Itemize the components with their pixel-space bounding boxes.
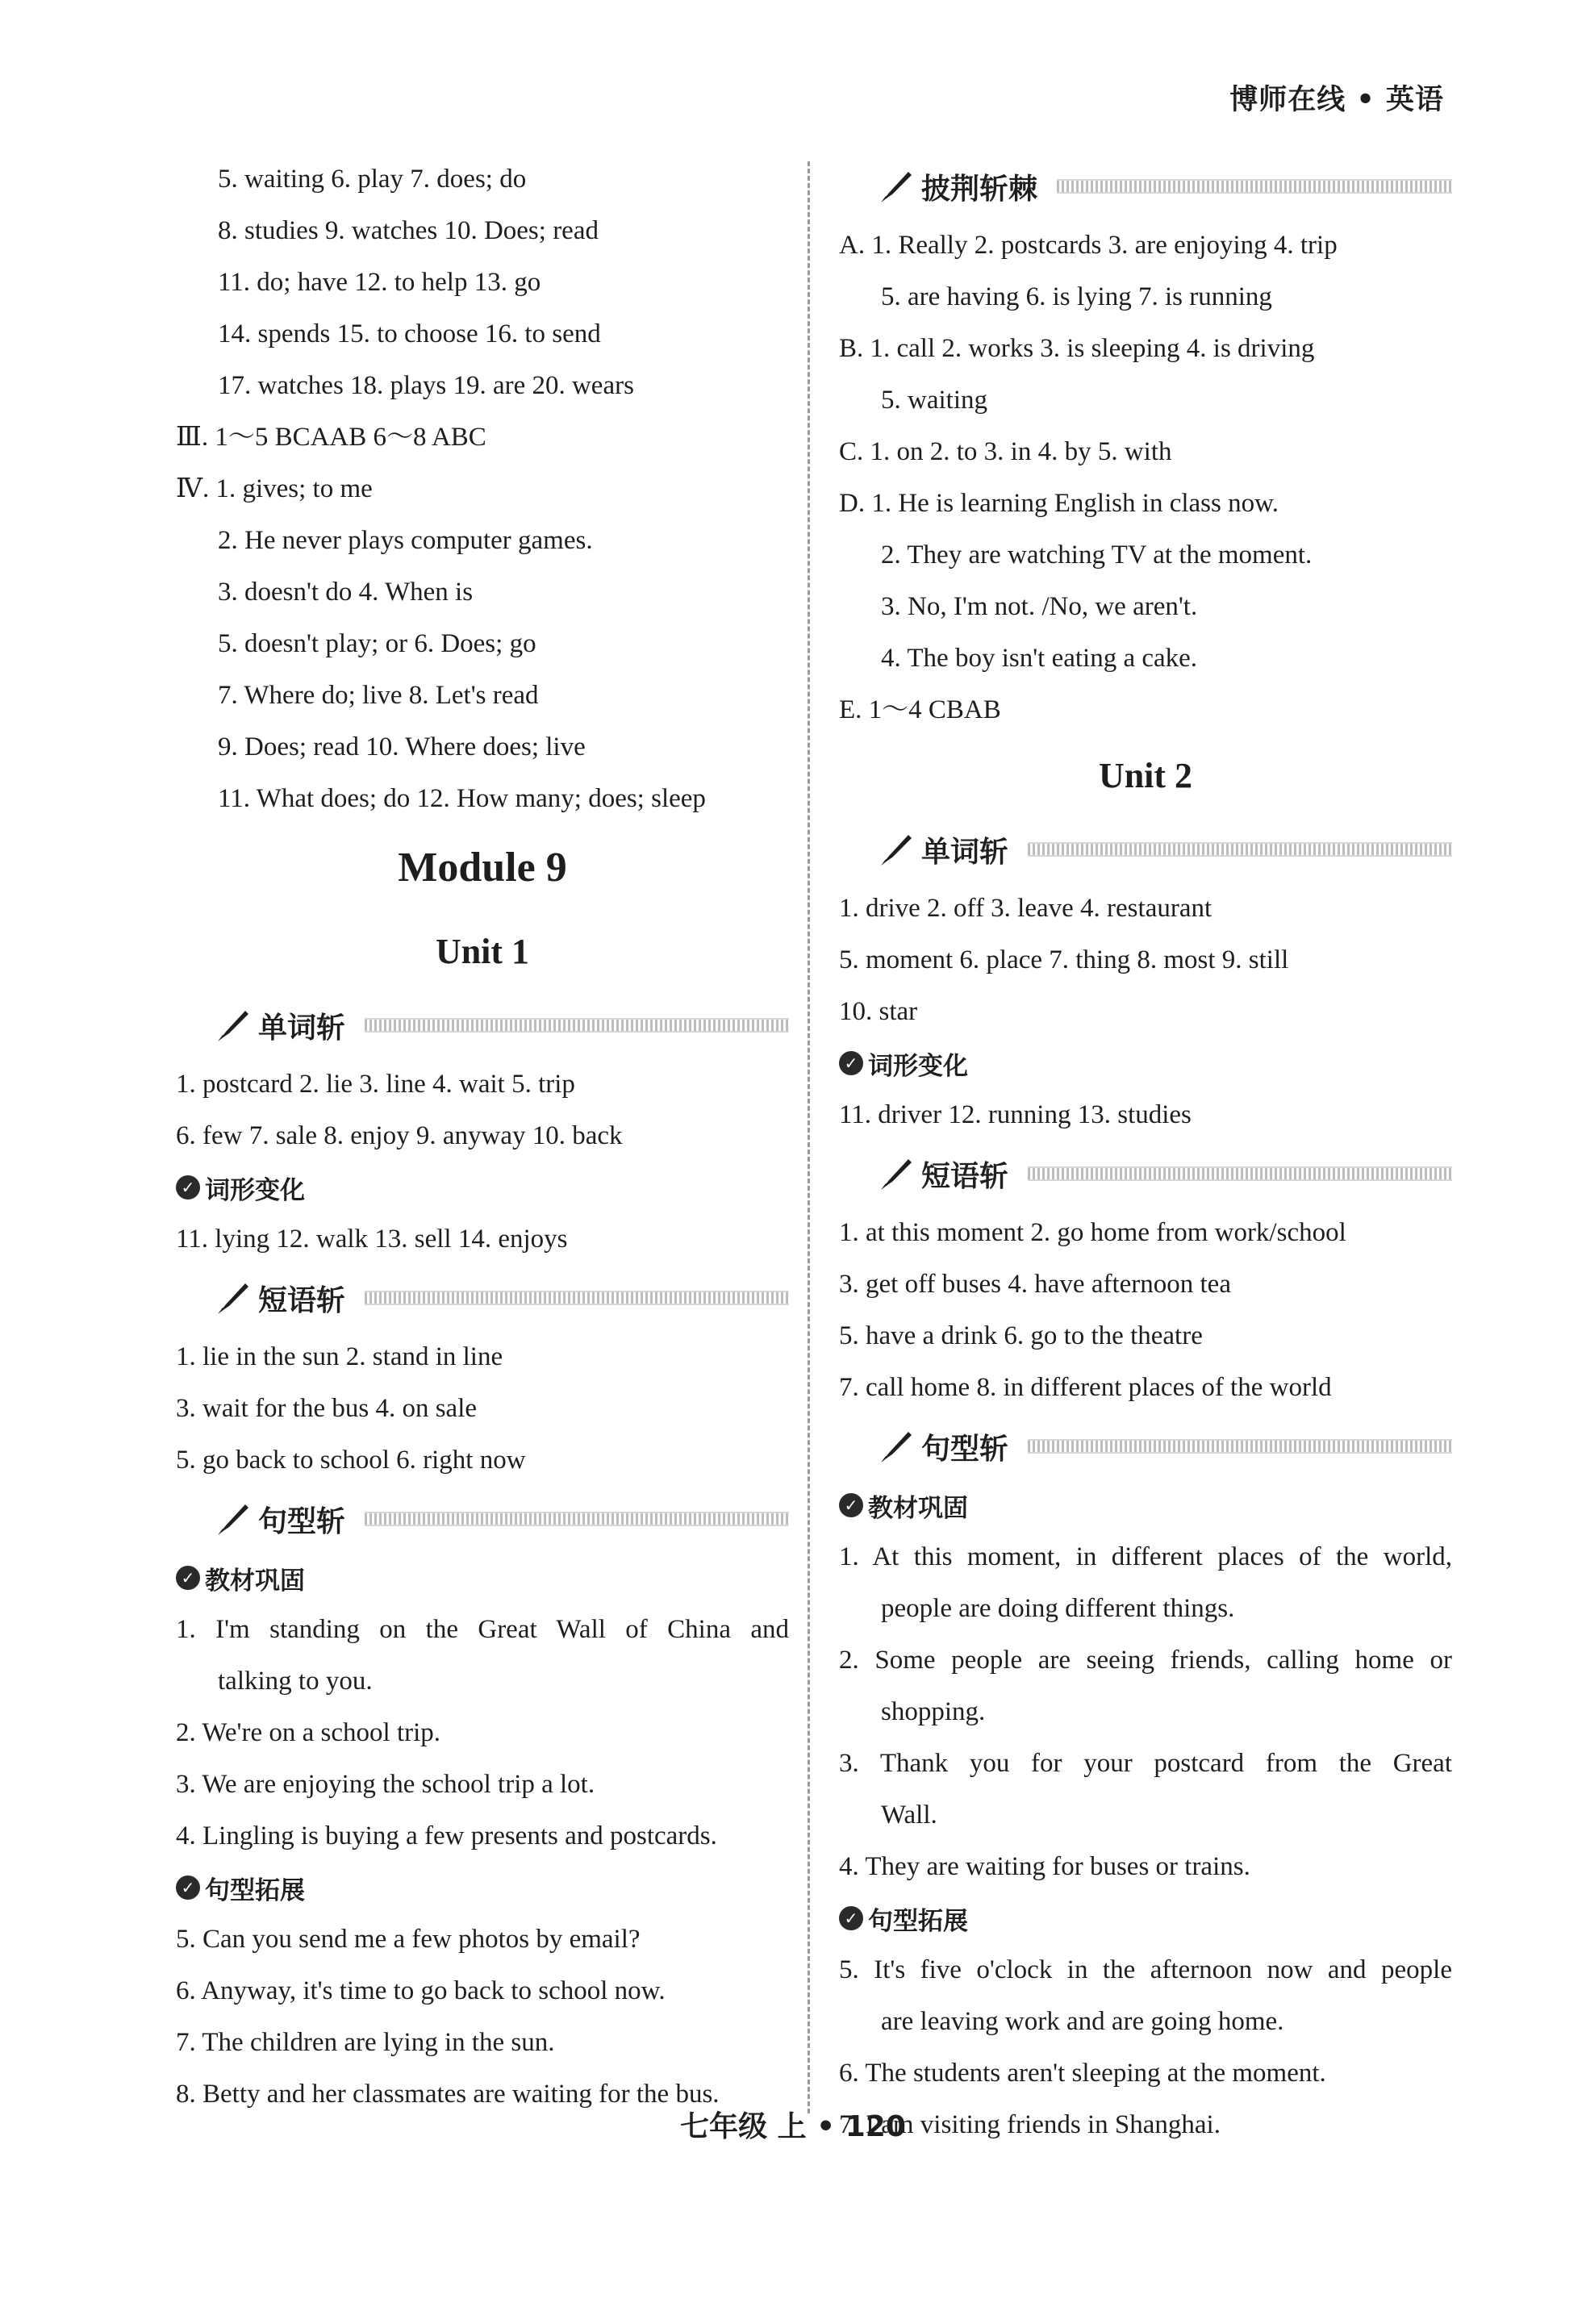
answer-line: 1. at this moment 2. go home from work/school — [839, 1218, 1346, 1247]
subheading-label: 教材巩固 — [205, 1566, 305, 1596]
section-heading-phrase — [839, 1141, 1452, 1207]
section-heading-challenge — [839, 153, 1452, 219]
subheading-label: 句型拓展 — [205, 1875, 305, 1905]
pen-icon — [215, 1501, 250, 1537]
unit-title: Unit 1 — [435, 932, 530, 971]
answer-line: 3. We are enjoying the school trip a lot. — [176, 1770, 595, 1799]
heading-rule — [1028, 1439, 1452, 1454]
subheading-expand — [176, 1862, 789, 1913]
section-heading-label: 单词斩 — [921, 835, 1009, 869]
subheading-forms — [839, 1037, 1452, 1089]
pen-icon — [878, 1429, 913, 1464]
answer-line: E. 1～4 CBAB — [839, 695, 1001, 724]
subheading-textbook — [839, 1479, 1452, 1531]
right-column — [839, 153, 1452, 2151]
section-heading-phrase — [176, 1265, 789, 1331]
pen-icon — [878, 169, 913, 204]
answer-line: 5. It's five o'clock in the afternoon now and people — [839, 1955, 1452, 1984]
answer-line: 1. lie in the sun 2. stand in line — [176, 1342, 503, 1371]
left-column — [176, 153, 789, 2120]
answer-line: 5. waiting 6. play 7. does; do — [218, 165, 527, 194]
answer-line: 3. Thank you for your postcard from the Great — [839, 1749, 1452, 1778]
answer-line: 4. The boy isn't eating a cake. — [881, 644, 1198, 673]
subheading-textbook — [176, 1552, 789, 1604]
heading-rule — [1028, 842, 1452, 857]
checkmark-icon: ✓ — [839, 1906, 863, 1930]
answer-line: 3. wait for the bus 4. on sale — [176, 1394, 478, 1423]
answer-line: 1. At this moment, in different places of the world, — [839, 1542, 1452, 1571]
answer-line: C. 1. on 2. to 3. in 4. by 5. with — [839, 437, 1172, 466]
subheading-label: 词形变化 — [205, 1175, 305, 1205]
answer-line: 1. drive 2. off 3. leave 4. restaurant — [839, 894, 1212, 923]
answer-line: talking to you. — [218, 1667, 373, 1696]
column-divider — [808, 161, 810, 2113]
answer-line: 8. studies 9. watches 10. Does; read — [218, 216, 599, 245]
answer-line: 9. Does; read 10. Where does; live — [218, 732, 586, 761]
answer-line: 1. I'm standing on the Great Wall of China and — [176, 1615, 789, 1644]
answer-line: 2. We're on a school trip. — [176, 1718, 441, 1747]
heading-rule — [1028, 1166, 1452, 1181]
checkmark-icon: ✓ — [176, 1875, 200, 1900]
answer-line: 14. spends 15. to choose 16. to send — [218, 319, 601, 348]
answer-line: 5. are having 6. is lying 7. is running — [881, 282, 1272, 311]
answer-line: 5. doesn't play; or 6. Does; go — [218, 629, 536, 658]
subheading-label: 句型拓展 — [868, 1906, 968, 1936]
subheading-label: 教材巩固 — [868, 1493, 968, 1523]
answer-line: 8. Betty and her classmates are waiting for the bus. — [176, 2080, 720, 2109]
answer-line: 2. Some people are seeing friends, calling home or — [839, 1646, 1452, 1675]
answer-line: 6. Anyway, it's time to go back to school now. — [176, 1976, 666, 2005]
subheading-label: 词形变化 — [868, 1051, 968, 1081]
subheading-forms — [176, 1162, 789, 1213]
answer-line: A. 1. Really 2. postcards 3. are enjoying 4. trip — [839, 231, 1338, 260]
heading-rule — [1057, 179, 1452, 194]
answer-line: 3. No, I'm not. /No, we aren't. — [881, 592, 1198, 621]
answer-line: 2. He never plays computer games. — [218, 526, 593, 555]
answer-line: 2. They are watching TV at the moment. — [881, 540, 1313, 570]
answer-line: 11. What does; do 12. How many; does; sleep — [218, 784, 706, 813]
section-heading-label: 披荆斩棘 — [921, 172, 1038, 206]
answer-line: 7. The children are lying in the sun. — [176, 2028, 555, 2057]
heading-rule — [365, 1512, 789, 1526]
answer-line: 5. moment 6. place 7. thing 8. most 9. still — [839, 945, 1289, 974]
answer-line: 17. watches 18. plays 19. are 20. wears — [218, 371, 634, 400]
answer-line: 5. waiting — [881, 386, 987, 415]
answer-line: 6. few 7. sale 8. enjoy 9. anyway 10. back — [176, 1121, 623, 1150]
answer-line: 7. call home 8. in different places of the world — [839, 1373, 1332, 1402]
answer-line: people are doing different things. — [881, 1594, 1235, 1623]
answer-line: D. 1. He is learning English in class now. — [839, 489, 1279, 518]
answer-line: shopping. — [881, 1697, 986, 1726]
answer-line: 1. postcard 2. lie 3. line 4. wait 5. trip — [176, 1070, 575, 1099]
section-heading-label: 单词斩 — [258, 1011, 346, 1045]
checkmark-icon: ✓ — [176, 1175, 200, 1200]
pen-icon — [215, 1008, 250, 1043]
checkmark-icon: ✓ — [176, 1566, 200, 1590]
answer-line: 7. Where do; live 8. Let's read — [218, 681, 539, 710]
section-heading-sentence — [839, 1413, 1452, 1479]
heading-rule — [365, 1291, 789, 1305]
answer-line: 3. get off buses 4. have afternoon tea — [839, 1270, 1231, 1299]
pen-icon — [878, 1156, 913, 1191]
section-heading-label: 短语斩 — [258, 1283, 346, 1317]
pen-icon — [215, 1280, 250, 1316]
answer-line: 6. The students aren't sleeping at the moment. — [839, 2059, 1326, 2088]
answer-line: are leaving work and are going home. — [881, 2007, 1284, 2036]
answer-line: 5. Can you send me a few photos by email? — [176, 1925, 641, 1954]
answer-line-iii: Ⅲ. 1～5 BCAAB 6～8 ABC — [176, 423, 486, 452]
checkmark-icon: ✓ — [839, 1493, 863, 1517]
answer-line: 11. lying 12. walk 13. sell 14. enjoys — [176, 1225, 568, 1254]
answer-line: 5. go back to school 6. right now — [176, 1446, 526, 1475]
answer-line: 11. do; have 12. to help 13. go — [218, 268, 541, 297]
page-header: 博师在线 • 英语 — [1229, 84, 1444, 116]
answer-line: 3. doesn't do 4. When is — [218, 578, 474, 607]
section-heading-label: 句型斩 — [258, 1504, 346, 1538]
answer-line: 4. They are waiting for buses or trains. — [839, 1852, 1250, 1881]
answer-line: 10. star — [839, 997, 918, 1026]
subheading-expand — [839, 1892, 1452, 1944]
section-heading-word — [176, 992, 789, 1058]
section-heading-label: 句型斩 — [921, 1432, 1009, 1466]
unit-title: Unit 2 — [1098, 756, 1193, 795]
answer-line: B. 1. call 2. works 3. is sleeping 4. is driving — [839, 334, 1315, 363]
pen-icon — [878, 832, 913, 867]
answer-line: Wall. — [881, 1800, 937, 1830]
answer-line: 4. Lingling is buying a few presents and postcards. — [176, 1821, 717, 1850]
answer-line: 11. driver 12. running 13. studies — [839, 1100, 1192, 1129]
checkmark-icon: ✓ — [839, 1051, 863, 1075]
section-heading-label: 短语斩 — [921, 1159, 1009, 1193]
page-footer: 七年级 上 • 120 — [680, 2110, 906, 2143]
section-heading-word — [839, 816, 1452, 882]
module-title: Module 9 — [398, 845, 567, 891]
answer-line-iv: Ⅳ. 1. gives; to me — [176, 474, 373, 503]
section-heading-sentence — [176, 1486, 789, 1552]
heading-rule — [365, 1018, 789, 1033]
answer-line: 7. I am visiting friends in Shanghai. — [839, 2110, 1221, 2139]
answer-line: 5. have a drink 6. go to the theatre — [839, 1321, 1203, 1350]
